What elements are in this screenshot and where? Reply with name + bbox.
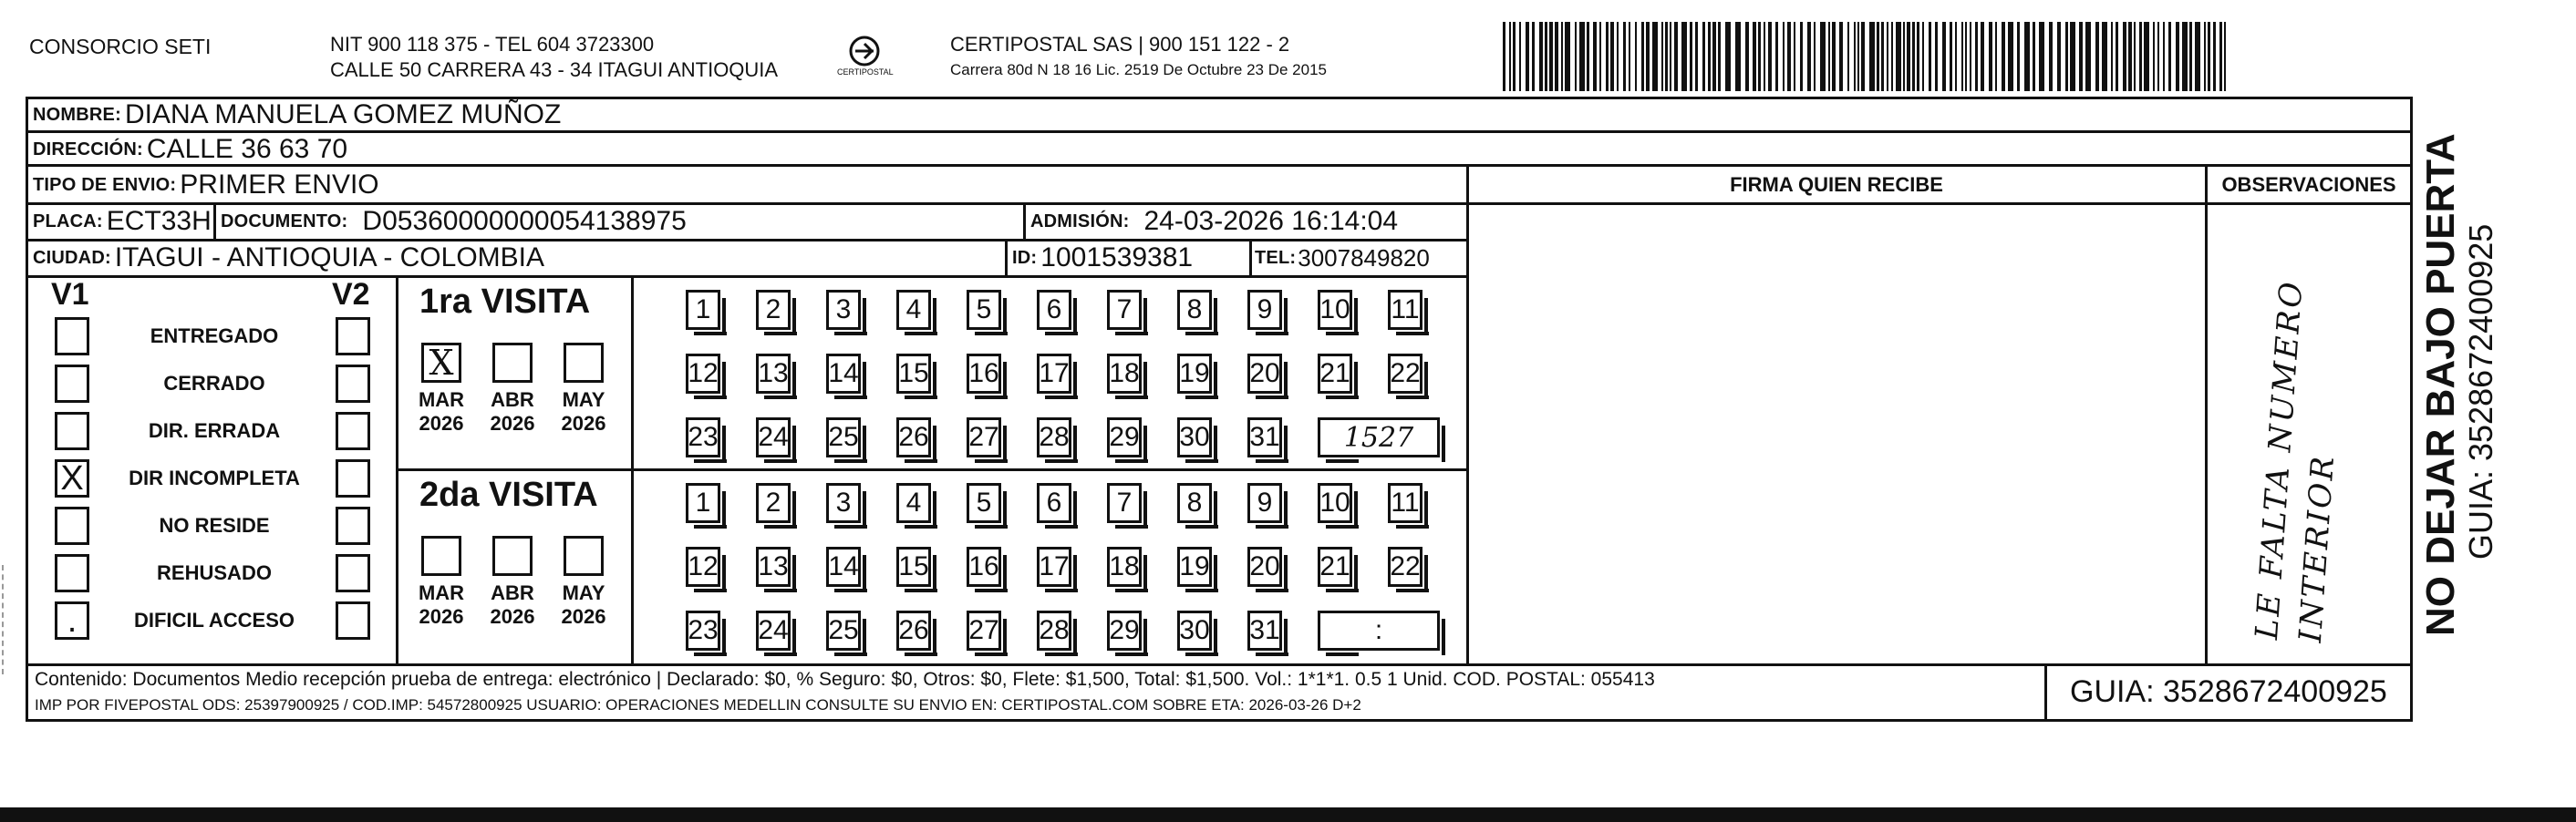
day-box[interactable]: 7 [1107, 290, 1142, 330]
barcode-bar [1579, 22, 1585, 91]
year-label: 2026 [490, 605, 535, 628]
month-label: ABR [491, 581, 534, 604]
day-box[interactable]: 2 [756, 483, 791, 523]
nit-line: NIT 900 118 375 - TEL 604 3723300 [330, 33, 655, 56]
day-box[interactable]: 6 [1037, 483, 1071, 523]
barcode-bar [1599, 22, 1601, 91]
barcode-bar [2224, 22, 2226, 91]
barcode-bar [1753, 22, 1756, 91]
v2-checkbox[interactable] [336, 554, 370, 592]
observaciones-handwritten: LE FALTA NUMERO INTERIOR [2248, 278, 2343, 644]
placa-label: PLACA: [33, 211, 103, 231]
day-box[interactable]: 10 [1318, 483, 1352, 523]
barcode-bar [1641, 22, 1644, 91]
day-box[interactable]: 1 [686, 483, 720, 523]
barcode-bar [1549, 22, 1553, 91]
barcode-bar [1610, 22, 1614, 91]
barcode-bar [1565, 22, 1570, 91]
month-checkbox[interactable] [421, 536, 461, 576]
v2-checkbox[interactable] [336, 601, 370, 640]
v1-checkbox[interactable] [55, 554, 89, 592]
visit2-title: 2da VISITA [419, 476, 598, 514]
barcode-bar [1869, 22, 1875, 91]
barcode-bar [1961, 22, 1963, 91]
v1-checkbox[interactable]: . [55, 601, 89, 640]
barcode-bar [1509, 22, 1511, 91]
barcode-bar [2128, 22, 2132, 91]
barcode-bar [2111, 22, 2113, 91]
barcode-bar [1787, 22, 1791, 91]
month-label: MAY [562, 581, 605, 604]
month-label: ABR [491, 388, 534, 411]
barcode-bar [2123, 22, 2126, 91]
day-box[interactable]: 30 [1177, 417, 1212, 457]
barcode-bar [2219, 22, 2222, 91]
day-box[interactable]: 30 [1177, 611, 1212, 651]
day-box[interactable]: 24 [756, 611, 791, 651]
barcode-bar [1702, 22, 1705, 91]
day-box[interactable]: 18 [1107, 354, 1142, 394]
barcode-bar [2002, 22, 2005, 91]
status-option-label: DIR INCOMPLETA [129, 467, 300, 489]
year-label: 2026 [419, 605, 464, 628]
day-box[interactable]: 7 [1107, 483, 1142, 523]
no-dejar-bajo-puerta: NO DEJAR BAJO PUERTA [2418, 133, 2463, 636]
day-box[interactable]: 17 [1037, 354, 1071, 394]
courier-line: CERTIPOSTAL SAS | 900 151 122 - 2 [950, 33, 1290, 56]
day-box[interactable]: 24 [756, 417, 791, 457]
barcode-bar [2116, 22, 2118, 91]
placa-cell [33, 204, 212, 239]
barcode-bar [2195, 22, 2200, 91]
day-box[interactable]: 26 [896, 611, 931, 651]
barcode-bar [1970, 22, 1971, 91]
status-option-label: REHUSADO [157, 561, 272, 584]
admision-cell [1030, 204, 1398, 239]
year-label: 2026 [419, 412, 464, 435]
barcode-bar [2085, 22, 2091, 91]
barcode-bar [1995, 22, 1997, 91]
day-box[interactable]: 23 [686, 417, 720, 457]
barcode-bar [1695, 22, 1698, 91]
barcode-bar [1854, 22, 1856, 91]
day-box[interactable]: 25 [826, 611, 861, 651]
barcode-bar [2204, 22, 2206, 91]
barcode-bar [1646, 22, 1650, 91]
barcode-bar [1768, 22, 1772, 91]
day-box[interactable]: 27 [967, 611, 1001, 651]
barcode-bar [2033, 22, 2035, 91]
placa-value: ECT33H [106, 206, 212, 236]
month-checkbox[interactable] [564, 343, 604, 383]
barcode-bar [2024, 22, 2030, 91]
barcode-bar [1832, 22, 1836, 91]
time-box[interactable]: : [1318, 611, 1440, 651]
barcode-bar [2189, 22, 2192, 91]
footer-line1: Contenido: Documentos Medio recepción prueba de entrega: electrónico | Declarado: $0, % Seguro: $0, Otros: $0, Flete: $1,500, Total: $1,500. Vol.: 1*1*1. 0.5 1 Unid. COD. POSTAL: 055413 [35, 669, 1655, 690]
day-box[interactable]: 13 [756, 547, 791, 587]
barcode-bar [1617, 22, 1619, 91]
day-box[interactable]: 19 [1177, 354, 1212, 394]
id-label: ID: [1012, 247, 1038, 268]
v2-checkbox[interactable] [336, 365, 370, 403]
barcode-bar [1593, 22, 1597, 91]
day-box[interactable]: 5 [967, 290, 1001, 330]
day-box[interactable]: 28 [1037, 417, 1071, 457]
nombre-label: NOMBRE: [33, 104, 121, 125]
day-box[interactable]: 11 [1388, 483, 1422, 523]
nombre-value: DIANA MANUELA GOMEZ MUÑOZ [124, 99, 562, 129]
tipo-envio-row [33, 168, 379, 202]
visit1-title: 1ra VISITA [419, 283, 591, 321]
barcode-bar [1674, 22, 1678, 91]
barcode-bar [1807, 22, 1811, 91]
day-box[interactable]: 22 [1388, 354, 1422, 394]
direccion-row [33, 133, 347, 166]
barcode-bar [1708, 22, 1711, 91]
day-box[interactable]: 9 [1247, 290, 1282, 330]
day-box[interactable]: 28 [1037, 611, 1071, 651]
day-box[interactable]: 17 [1037, 547, 1071, 587]
day-box[interactable]: 3 [826, 483, 861, 523]
tipo-envio-value: PRIMER ENVIO [180, 170, 379, 200]
barcode-bar [1513, 22, 1516, 91]
barcode-bar [1735, 22, 1741, 91]
barcode-bar [2102, 22, 2107, 91]
v1-checkbox[interactable] [55, 317, 89, 355]
day-box[interactable]: 29 [1107, 417, 1142, 457]
day-box[interactable]: 21 [1318, 547, 1352, 587]
month-checkbox[interactable] [492, 536, 533, 576]
license-line: Carrera 80d N 18 16 Lic. 2519 De Octubre 23 De 2015 [950, 61, 1327, 78]
barcode-bar [1814, 22, 1816, 91]
barcode-bar [1545, 22, 1547, 91]
barcode-bar [1775, 22, 1778, 91]
barcode-bar [1745, 22, 1749, 91]
year-label: 2026 [561, 605, 606, 628]
barcode-bar [2057, 22, 2061, 91]
status-option-label: DIR. ERRADA [148, 419, 281, 442]
v2-checkbox[interactable] [336, 412, 370, 450]
v1-header: V1 [51, 277, 89, 312]
barcode-bar [1877, 22, 1879, 91]
day-box[interactable]: 8 [1177, 290, 1212, 330]
barcode-bar [2070, 22, 2075, 91]
barcode-bar [2182, 22, 2188, 91]
barcode-bar [1942, 22, 1946, 91]
day-box[interactable]: 29 [1107, 611, 1142, 651]
barcode-bar [1950, 22, 1952, 91]
barcode-bar [1503, 22, 1505, 91]
barcode-bar [1839, 22, 1843, 91]
day-box[interactable]: 5 [967, 483, 1001, 523]
bottom-edge-bar [0, 807, 2576, 822]
barcode-bar [1652, 22, 1658, 91]
day-box[interactable]: 31 [1247, 417, 1282, 457]
day-box[interactable]: 1 [686, 290, 720, 330]
observaciones-header: OBSERVACIONES [2221, 173, 2396, 196]
barcode-bar [1820, 22, 1826, 91]
barcode-bar [1955, 22, 1957, 91]
barcode-bar [2079, 22, 2083, 91]
barcode-bar [1690, 22, 1692, 91]
barcode-bar [1758, 22, 1761, 91]
month-checkbox[interactable]: X [421, 343, 461, 383]
id-value: 1001539381 [1040, 242, 1194, 272]
day-box[interactable]: 14 [826, 547, 861, 587]
barcode-bar [1587, 22, 1589, 91]
year-label: 2026 [561, 412, 606, 435]
v2-header: V2 [332, 277, 370, 312]
barcode-bar [1965, 22, 1967, 91]
barcode-bar [1712, 22, 1716, 91]
day-box[interactable]: 2 [756, 290, 791, 330]
admision-value: 24-03-2026 16:14:04 [1143, 206, 1399, 236]
v2-checkbox[interactable] [336, 507, 370, 545]
footer-line2: IMP POR FIVEPOSTAL ODS: 25397900925 / COD.IMP: 54572800925 USUARIO: OPERACIONES MEDELLIN CONSULTE SU ENVIO EN: CERTIPOSTAL.COM SOBRE ETA: 2026-03-26 D+2 [35, 696, 1361, 714]
ciudad-value: ITAGUI - ANTIOQUIA - COLOMBIA [114, 242, 545, 272]
day-box[interactable]: 27 [967, 417, 1001, 457]
barcode-bar [1903, 22, 1905, 91]
barcode-bar [2153, 22, 2155, 91]
month-label: MAR [418, 581, 465, 604]
barcode-bar [1828, 22, 1830, 91]
barcode-bar [1917, 22, 1919, 91]
day-box[interactable]: 15 [896, 547, 931, 587]
barcode-bar [2208, 22, 2210, 91]
barcode-bar [1847, 22, 1849, 91]
day-box[interactable]: 10 [1318, 290, 1352, 330]
barcode-bar [1896, 22, 1901, 91]
day-box[interactable]: 11 [1388, 290, 1422, 330]
barcode-bar [1981, 22, 1984, 91]
day-box[interactable]: 9 [1247, 483, 1282, 523]
day-box[interactable]: 3 [826, 290, 861, 330]
tel-value: 3007849820 [1298, 243, 1430, 272]
day-box[interactable]: 8 [1177, 483, 1212, 523]
day-box[interactable]: 12 [686, 547, 720, 587]
barcode-bar [1681, 22, 1687, 91]
month-label: MAR [418, 388, 465, 411]
direccion-value: CALLE 36 63 70 [146, 134, 348, 164]
v1-checkbox[interactable]: X [55, 459, 89, 498]
barcode-bar [2213, 22, 2216, 91]
status-option-label: DIFICIL ACCESO [133, 609, 295, 632]
day-box[interactable]: 16 [967, 547, 1001, 587]
day-box[interactable]: 18 [1107, 547, 1142, 587]
barcode-bar [2065, 22, 2068, 91]
company-address: CALLE 50 CARRERA 43 - 34 ITAGUI ANTIOQUIA [330, 58, 779, 81]
barcode-bar [1861, 22, 1865, 91]
month-label: MAY [562, 388, 605, 411]
day-box[interactable]: 22 [1388, 547, 1422, 587]
documento-value: D05360000000054138975 [362, 206, 687, 236]
tipo-envio-label: TIPO DE ENVIO: [33, 174, 177, 195]
barcode-bar [2039, 22, 2044, 91]
day-box[interactable]: 31 [1247, 611, 1282, 651]
barcode-bar [1975, 22, 1978, 91]
barcode-bar [2008, 22, 2013, 91]
barcode-bar [1881, 22, 1884, 91]
barcode-bar [2157, 22, 2159, 91]
day-box[interactable]: 4 [896, 290, 931, 330]
day-box[interactable]: 14 [826, 354, 861, 394]
nombre-row [33, 98, 561, 131]
v2-checkbox[interactable] [336, 459, 370, 498]
day-box[interactable]: 20 [1247, 354, 1282, 394]
direccion-label: DIRECCIÓN: [33, 139, 143, 159]
status-option-label: NO RESIDE [159, 514, 270, 537]
barcode-bar [1794, 22, 1795, 91]
barcode-bar [1519, 22, 1521, 91]
ciudad-label: CIUDAD: [33, 247, 111, 268]
barcode-bar [1891, 22, 1893, 91]
guia-box: GUIA: 3528672400925 [2070, 674, 2387, 709]
barcode-bar [1887, 22, 1888, 91]
barcode-bar [2049, 22, 2053, 91]
status-option-label: CERRADO [163, 372, 265, 395]
side-guia: GUIA: 3528672400925 [2462, 223, 2499, 560]
certipostal-logo-text: CERTIPOSTAL [837, 67, 894, 77]
day-box[interactable]: 6 [1037, 290, 1071, 330]
barcode-bar [2144, 22, 2149, 91]
barcode-bar [1539, 22, 1543, 91]
firma-header: FIRMA QUIEN RECIBE [1730, 173, 1943, 196]
day-box[interactable]: 25 [826, 417, 861, 457]
barcode-bar [1725, 22, 1731, 91]
month-checkbox[interactable] [492, 343, 533, 383]
barcode-bar [1718, 22, 1721, 91]
barcode-bar [1907, 22, 1910, 91]
barcode-bar [1575, 22, 1577, 91]
barcode-bar [2168, 22, 2171, 91]
day-box[interactable]: 20 [1247, 547, 1282, 587]
barcode-bar [2134, 22, 2136, 91]
status-option-label: ENTREGADO [150, 324, 279, 347]
admision-label: ADMISIÓN: [1030, 211, 1130, 231]
barcode-bar [1783, 22, 1785, 91]
barcode-bar [1561, 22, 1563, 91]
barcode-bar [1935, 22, 1938, 91]
barcode-bar [1764, 22, 1765, 91]
day-box[interactable]: 26 [896, 417, 931, 457]
barcode-bar [2163, 22, 2165, 91]
tel-cell [1255, 241, 1430, 275]
barcode-bar [1665, 22, 1668, 91]
left-margin-mark [2, 565, 6, 674]
ciudad-cell [33, 241, 544, 275]
barcode [1503, 22, 2232, 91]
barcode-bar [1989, 22, 1992, 91]
day-box[interactable]: 13 [756, 354, 791, 394]
barcode-bar [1623, 22, 1626, 91]
barcode-bar [1526, 22, 1529, 91]
day-box[interactable]: 12 [686, 354, 720, 394]
v1-checkbox[interactable] [55, 412, 89, 450]
barcode-bar [1661, 22, 1663, 91]
documento-label: DOCUMENTO: [221, 211, 348, 231]
v2-checkbox[interactable] [336, 317, 370, 355]
barcode-bar [1922, 22, 1924, 91]
barcode-bar [1629, 22, 1630, 91]
barcode-bar [1670, 22, 1671, 91]
day-box[interactable]: 21 [1318, 354, 1352, 394]
v1-checkbox[interactable] [55, 507, 89, 545]
barcode-bar [2139, 22, 2142, 91]
barcode-bar [2095, 22, 2099, 91]
day-box[interactable]: 4 [896, 483, 931, 523]
month-checkbox[interactable] [564, 536, 604, 576]
time-box[interactable]: 1527 [1318, 417, 1440, 457]
tel-label: TEL: [1255, 247, 1297, 268]
barcode-bar [1912, 22, 1915, 91]
barcode-bar [1532, 22, 1535, 91]
year-label: 2026 [490, 412, 535, 435]
barcode-bar [1857, 22, 1859, 91]
day-box[interactable]: 23 [686, 611, 720, 651]
id-cell [1012, 241, 1193, 275]
barcode-bar [2017, 22, 2020, 91]
company-name: CONSORCIO SETI [29, 35, 212, 58]
documento-cell [221, 204, 687, 239]
barcode-bar [1635, 22, 1637, 91]
barcode-bar [2176, 22, 2179, 91]
barcode-bar [1606, 22, 1609, 91]
day-box[interactable]: 19 [1177, 547, 1212, 587]
day-box[interactable]: 15 [896, 354, 931, 394]
v1-checkbox[interactable] [55, 365, 89, 403]
barcode-bar [1555, 22, 1558, 91]
barcode-bar [1929, 22, 1931, 91]
barcode-bar [1800, 22, 1803, 91]
day-box[interactable]: 16 [967, 354, 1001, 394]
